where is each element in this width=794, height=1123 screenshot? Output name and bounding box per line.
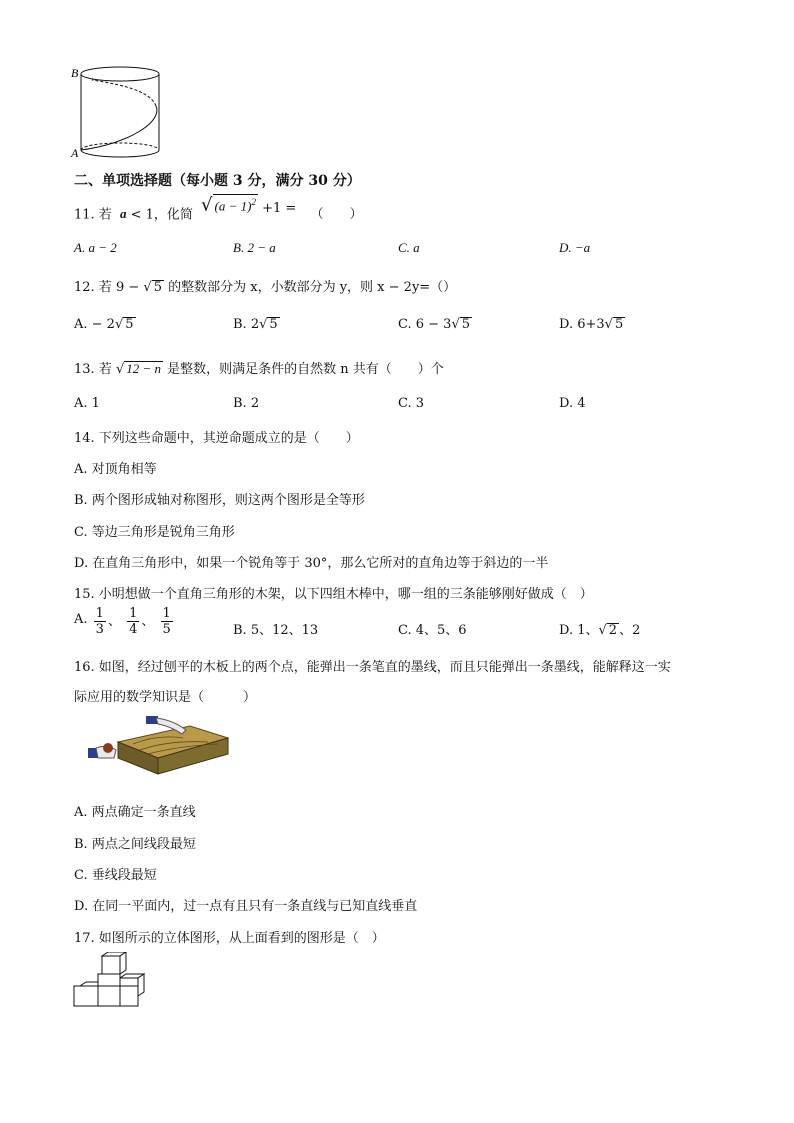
q15-frac-3: $\frac{1}{5}$ (162, 606, 171, 637)
q13-option-c: C. 3 (398, 396, 425, 411)
q11-option-c: C. a (398, 240, 420, 255)
q11-stem-prefix: 11. 若 (74, 207, 112, 223)
q11-condition: < 1，化简 (130, 207, 193, 223)
q13-option-b: B. 2 (233, 396, 260, 411)
q14-option-b: B. 两个图形成轴对称图形，则这两个图形是全等形 (74, 493, 365, 508)
q13-option-d: D. 4 (559, 396, 586, 411)
q12-option-a: A. − 2√ 5 (74, 317, 134, 332)
q11-option-d: D. −a (559, 240, 591, 255)
question-17: 17. 如图所示的立体图形，从上面看到的图形是（ ） (74, 931, 385, 946)
question-14: 14. 下列这些命题中，其逆命题成立的是（ ） (74, 431, 359, 446)
q12-stem-b: 的整数部分为 x，小数部分为 y，则 x − 2y=（） (168, 280, 457, 295)
q16-option-b: B. 两点之间线段最短 (74, 837, 196, 852)
q15-option-c: C. 4、5、6 (398, 623, 467, 638)
q14-option-d: D. 在直角三角形中，如果一个锐角等于 30°，那么它所对的直角边等于斜边的一半 (74, 556, 549, 571)
cylinder-figure (68, 62, 168, 162)
question-15: 15. 小明想做一个直角三角形的木架，以下四组木棒中，哪一组的三条能够刚好做成（ ） (74, 587, 593, 602)
q12-option-c: C. 6 − 3√ 5 (398, 317, 471, 332)
question-13 (74, 358, 444, 377)
q16-option-d: D. 在同一平面内，过一点有且只有一条直线与已知直线垂直 (74, 899, 418, 914)
q15-frac-2: $\frac{1}{4}$ (129, 606, 138, 637)
q14-option-a: A. 对顶角相等 (74, 462, 157, 477)
q13-sqrt: √ 12 − n (115, 361, 162, 377)
wood-board-figure (78, 712, 230, 782)
cylinder-label-b: B (71, 66, 79, 80)
q11-option-b: B. 2 − a (233, 240, 276, 255)
q11-option-a: A. a − 2 (74, 240, 117, 255)
question-16-line2: 际应用的数学知识是（ ） (74, 690, 257, 705)
q11-sqrt-expr: √ $(a - 1)^2$ (201, 194, 256, 216)
cylinder-label-a: A (71, 146, 79, 160)
q12-stem-a: 12. 若 9 − (74, 280, 140, 295)
q11-expr-tail: +1 = (262, 201, 297, 217)
q11-var: a (119, 206, 127, 222)
question-11 (74, 194, 363, 223)
q15-option-d: D. 1、√ 2 、2 (559, 623, 641, 638)
q15-frac-1: $\frac{1}{3}$ (95, 606, 104, 637)
q13-stem-b: 是整数，则满足条件的自然数 n 共有（ ）个 (167, 362, 444, 377)
q15-option-a: A. $\frac{1}{3}$ 、 $\frac{1}{4}$ 、 $\frac{1}{5}$ (74, 606, 171, 637)
question-16-line1: 16. 如图，经过刨平的木板上的两个点，能弹出一条笔直的墨线，而且只能弹出一条墨线，能解释这一实 (74, 660, 671, 675)
q16-option-c: C. 垂线段最短 (74, 868, 157, 883)
cubes-figure (72, 952, 152, 1008)
q12-sqrt: √ 5 (143, 280, 162, 295)
question-12 (74, 276, 456, 295)
q14-option-c: C. 等边三角形是锐角三角形 (74, 525, 235, 540)
q13-stem-a: 13. 若 (74, 362, 112, 377)
q12-option-d: D. 6+3√ 5 (559, 317, 624, 332)
section-title: 二、单项选择题（每小题 3 分，满分 30 分） (74, 173, 361, 189)
q13-option-a: A. 1 (74, 396, 100, 411)
q12-option-b: B. 2√ 5 (233, 317, 278, 332)
q16-option-a: A. 两点确定一条直线 (74, 805, 196, 820)
q11-paren: （ ） (310, 207, 363, 223)
q15-option-b: B. 5、12、13 (233, 623, 319, 638)
